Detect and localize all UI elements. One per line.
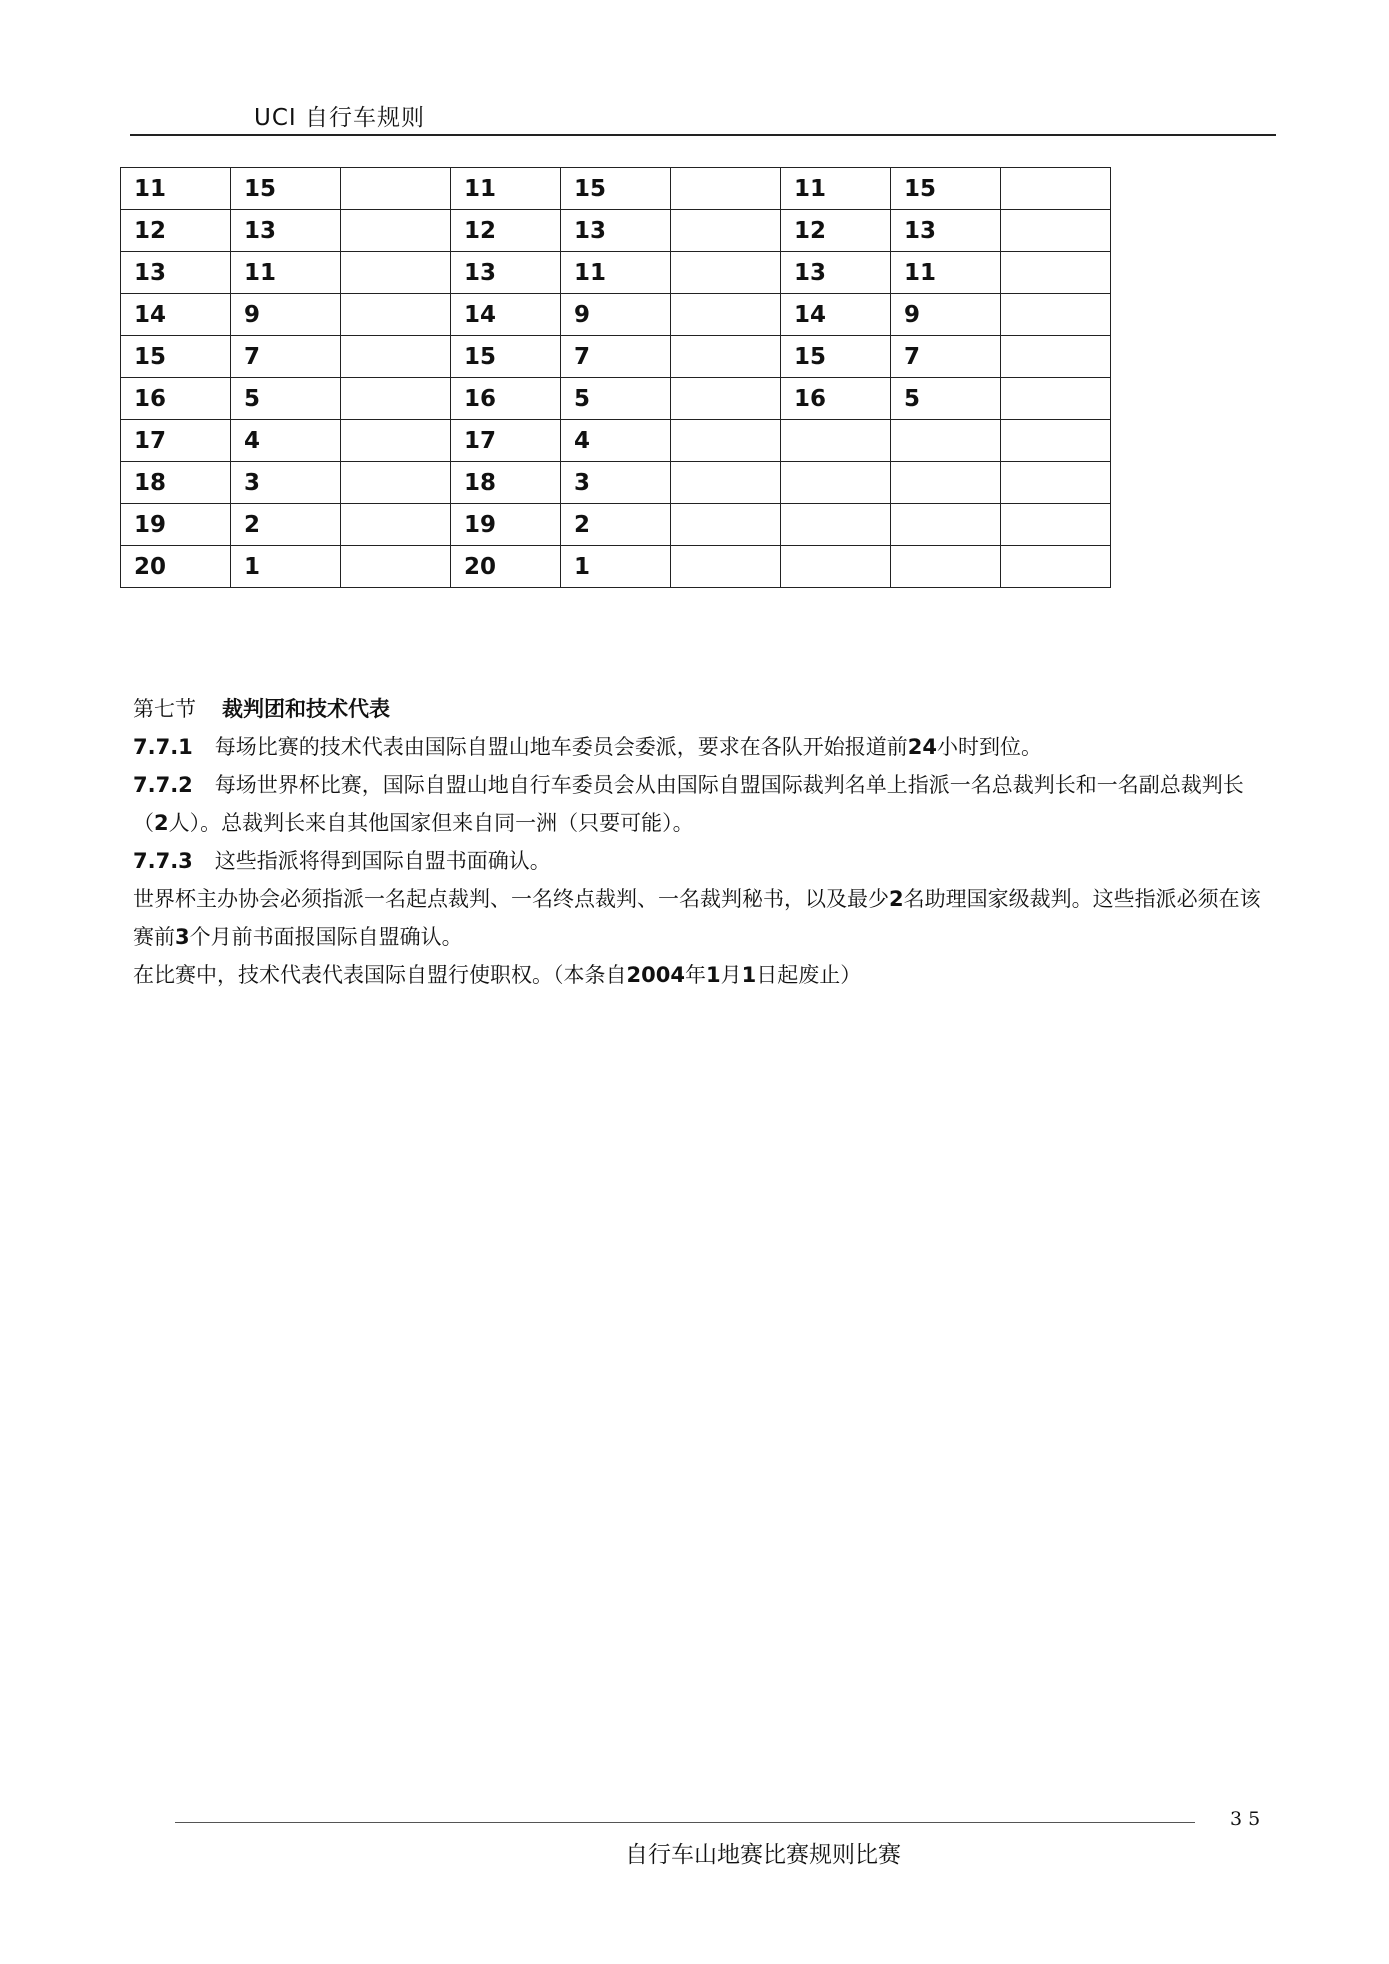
table-row — [121, 546, 1111, 588]
table-cell — [1001, 252, 1111, 294]
table-cell — [341, 504, 451, 546]
table-cell: 13 — [451, 252, 561, 294]
table-cell: 7 — [561, 336, 671, 378]
section-heading — [133, 690, 1273, 728]
table-cell: 9 — [891, 294, 1001, 336]
table-cell — [671, 210, 781, 252]
table-cell: 15 — [891, 168, 1001, 210]
table-row — [121, 294, 1111, 336]
table-cell — [1001, 378, 1111, 420]
table-row — [121, 462, 1111, 504]
table-cell — [1001, 294, 1111, 336]
table-cell — [671, 252, 781, 294]
table-cell — [781, 462, 891, 504]
table-cell: 5 — [561, 378, 671, 420]
table-cell — [781, 504, 891, 546]
clause-text: 人）。总裁判长来自其他国家但来自同一洲（只要可能）。 — [168, 811, 694, 835]
paragraph-figure: 1 — [705, 963, 721, 987]
clause-7-7-3 — [133, 842, 1273, 880]
table-cell — [781, 420, 891, 462]
table-cell: 7 — [891, 336, 1001, 378]
table-cell — [671, 546, 781, 588]
table-cell — [1001, 420, 1111, 462]
table-cell: 20 — [451, 546, 561, 588]
table-cell: 1 — [561, 546, 671, 588]
table-cell — [1001, 168, 1111, 210]
table-cell — [781, 546, 891, 588]
clause-7-7-1 — [133, 728, 1273, 766]
table-cell — [891, 504, 1001, 546]
table-cell: 12 — [121, 210, 231, 252]
paragraph-figure: 2004 — [626, 963, 685, 987]
table-cell: 16 — [781, 378, 891, 420]
table-cell: 12 — [451, 210, 561, 252]
table-cell: 13 — [121, 252, 231, 294]
table-cell: 9 — [561, 294, 671, 336]
table-cell: 15 — [121, 336, 231, 378]
clause-text: 每场世界杯比赛，国际自盟山地自行车委员会从由国际自盟国际裁判名单上指派一名总裁判长和一名副总裁判长（ — [133, 773, 1244, 835]
table-cell — [671, 336, 781, 378]
table-cell: 14 — [451, 294, 561, 336]
table-cell: 9 — [231, 294, 341, 336]
table-cell: 17 — [121, 420, 231, 462]
table-row — [121, 336, 1111, 378]
header-title: UCI 自行车规则 — [254, 105, 425, 131]
clause-text: 这些指派将得到国际自盟书面确认。 — [214, 849, 551, 873]
table-cell: 7 — [231, 336, 341, 378]
table-cell — [341, 378, 451, 420]
table-cell: 5 — [891, 378, 1001, 420]
table-cell: 3 — [231, 462, 341, 504]
table-cell — [341, 462, 451, 504]
points-table — [120, 167, 1111, 588]
table-cell: 18 — [121, 462, 231, 504]
footer-rule — [175, 1822, 1195, 1823]
header-rule — [130, 134, 1276, 136]
page-number: 35 — [1230, 1808, 1267, 1830]
table-cell: 16 — [451, 378, 561, 420]
paragraph-text: 日起废止） — [756, 963, 862, 987]
table-cell — [341, 168, 451, 210]
table-cell — [341, 420, 451, 462]
table-cell: 11 — [231, 252, 341, 294]
clause-figure: 24 — [907, 735, 938, 759]
clause-7-7-2 — [133, 766, 1273, 842]
table-cell — [671, 294, 781, 336]
paragraph-text: 名助理国家级裁判。这些指派必须在该赛前 — [133, 887, 1261, 949]
points-table-body — [121, 168, 1111, 588]
table-cell: 15 — [781, 336, 891, 378]
table-cell: 13 — [561, 210, 671, 252]
section-title: 裁判团和技术代表 — [222, 696, 390, 721]
paragraph-text: 世界杯主办协会必须指派一名起点裁判、一名终点裁判、一名裁判秘书，以及最少 — [133, 887, 889, 911]
table-cell: 11 — [121, 168, 231, 210]
table-cell: 20 — [121, 546, 231, 588]
table-row — [121, 168, 1111, 210]
section-7 — [133, 690, 1273, 994]
table-cell — [341, 294, 451, 336]
table-cell: 1 — [231, 546, 341, 588]
table-cell: 14 — [781, 294, 891, 336]
table-cell: 13 — [231, 210, 341, 252]
table-cell — [671, 504, 781, 546]
clause-text: 每场比赛的技术代表由国际自盟山地车委员会委派，要求在各队开始报道前 — [214, 735, 908, 759]
table-cell — [891, 420, 1001, 462]
table-cell: 19 — [451, 504, 561, 546]
table-cell: 2 — [561, 504, 671, 546]
table-cell: 4 — [231, 420, 341, 462]
table-cell: 4 — [561, 420, 671, 462]
table-cell: 15 — [231, 168, 341, 210]
table-cell — [1001, 546, 1111, 588]
clause-number: 7.7.2 — [133, 773, 193, 797]
paragraph-text: 年 — [684, 963, 706, 987]
table-cell — [341, 210, 451, 252]
table-cell — [341, 546, 451, 588]
table-cell: 16 — [121, 378, 231, 420]
table-cell: 11 — [781, 168, 891, 210]
table-row — [121, 210, 1111, 252]
clause-number: 7.7.1 — [133, 735, 193, 759]
clause-figure: 2 — [154, 811, 169, 835]
table-cell — [671, 168, 781, 210]
table-cell: 11 — [451, 168, 561, 210]
table-cell: 13 — [891, 210, 1001, 252]
table-cell — [1001, 504, 1111, 546]
table-cell — [341, 252, 451, 294]
table-cell: 14 — [121, 294, 231, 336]
table-cell: 15 — [451, 336, 561, 378]
table-cell — [1001, 336, 1111, 378]
table-row — [121, 504, 1111, 546]
table-cell — [671, 462, 781, 504]
table-cell: 2 — [231, 504, 341, 546]
paragraph-text: 个月前书面报国际自盟确认。 — [189, 925, 463, 949]
table-cell: 12 — [781, 210, 891, 252]
table-cell: 13 — [781, 252, 891, 294]
paragraph-officials — [133, 880, 1273, 956]
paragraph-text: 在比赛中，技术代表代表国际自盟行使职权。（本条自 — [133, 963, 627, 987]
table-cell: 15 — [561, 168, 671, 210]
table-row — [121, 252, 1111, 294]
table-cell: 17 — [451, 420, 561, 462]
table-row — [121, 378, 1111, 420]
table-cell: 5 — [231, 378, 341, 420]
table-cell — [1001, 210, 1111, 252]
clause-number: 7.7.3 — [133, 849, 193, 873]
table-cell: 3 — [561, 462, 671, 504]
footer-title: 自行车山地赛比赛规则比赛 — [625, 1842, 901, 1868]
table-cell — [671, 420, 781, 462]
paragraph-figure: 3 — [175, 925, 190, 949]
paragraph-text: 月 — [720, 963, 742, 987]
table-cell — [891, 546, 1001, 588]
table-cell: 11 — [561, 252, 671, 294]
paragraph-figure: 1 — [741, 963, 757, 987]
paragraph-delegate — [133, 956, 1273, 994]
table-cell: 18 — [451, 462, 561, 504]
table-cell: 11 — [891, 252, 1001, 294]
table-cell — [671, 378, 781, 420]
table-cell — [1001, 462, 1111, 504]
section-number: 第七节 — [133, 697, 196, 721]
table-cell: 19 — [121, 504, 231, 546]
table-cell — [341, 336, 451, 378]
paragraph-figure: 2 — [889, 887, 904, 911]
table-cell — [891, 462, 1001, 504]
table-row — [121, 420, 1111, 462]
clause-text: 小时到位。 — [937, 735, 1043, 759]
